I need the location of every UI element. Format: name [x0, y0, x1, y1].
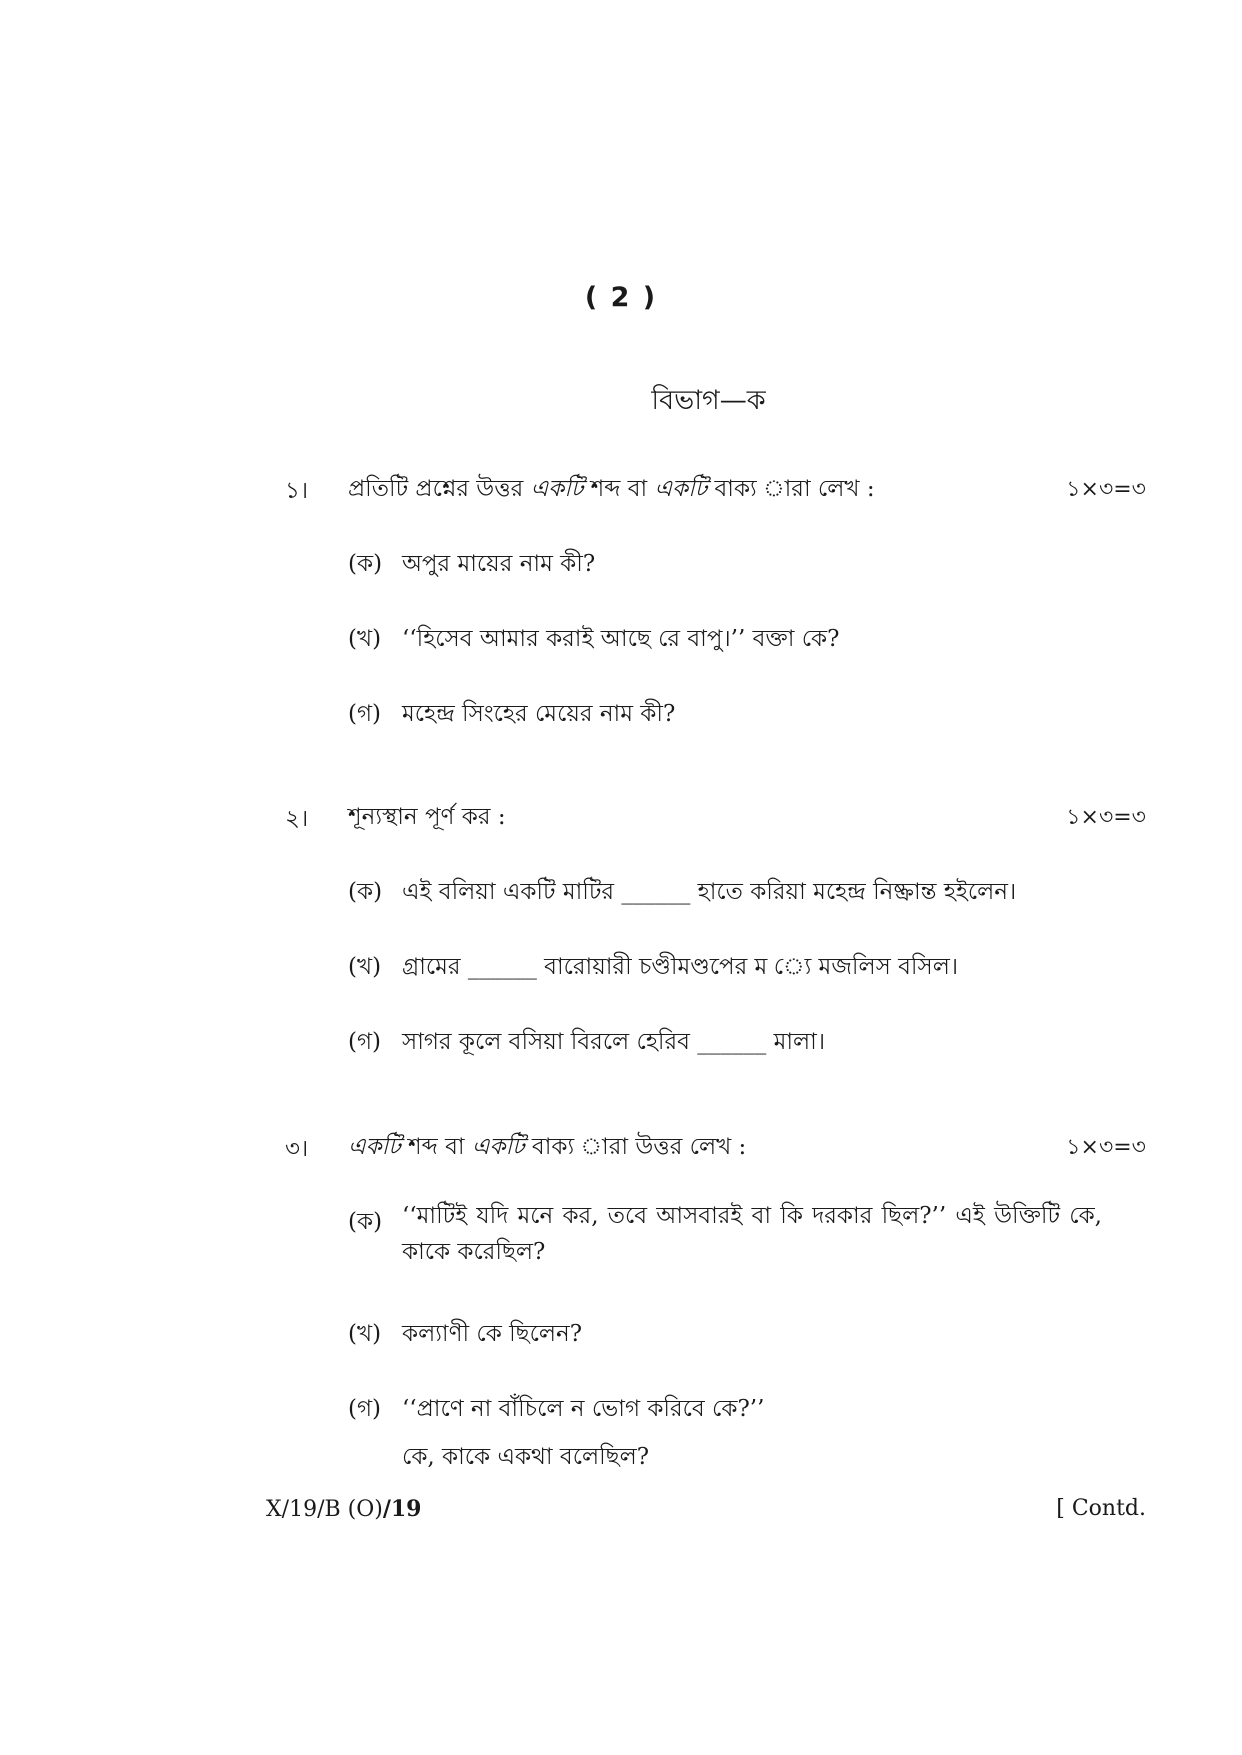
q1-item-kha-label: (খ) — [348, 626, 382, 652]
q2-item-ga-label: (গ) — [348, 1029, 382, 1055]
q3-item-ga-label: (গ) — [348, 1396, 382, 1422]
question-2-marks: ১×৩=৩ — [1066, 805, 1146, 830]
q1-item-ka-text: অপুর মায়ের নাম কী? — [402, 551, 596, 577]
question-1-number: ১। — [285, 478, 309, 504]
q1-item-ga-label: (গ) — [348, 701, 382, 727]
q1-item-ka-label: (ক) — [348, 551, 383, 577]
question-1-instruction: প্রতিটি প্রশ্নের উত্তর একটি শব্দ বা একটি বাক্য ারা লেখ : — [348, 476, 875, 502]
question-2-number: ২। — [285, 806, 309, 832]
question-2-instruction: শূন্যস্থান পূর্ণ কর : — [348, 804, 506, 830]
continued-note: [ Contd. — [1056, 1496, 1146, 1521]
q3-item-ga-text-line1: ‘‘প্রাণে না বাঁচিলে ন ভোগ করিবে কে?’’ — [402, 1396, 765, 1422]
q2-item-ga-text: সাগর কূলে বসিয়া বিরলে হেরিব ______ মালা। — [402, 1029, 826, 1055]
q3-item-ka-label: (ক) — [348, 1209, 383, 1235]
q2-item-ka-label: (ক) — [348, 879, 383, 905]
q1-item-kha-text: ‘‘হিসেব আমার করাই আছে রে বাপু।’’ বক্তা কে? — [402, 626, 840, 652]
q3-item-kha-label: (খ) — [348, 1321, 382, 1347]
q2-item-ka-text: এই বলিয়া একটি মাটির ______ হাতে করিয়া মহেন্দ্র নিষ্ক্রান্ত হইলেন। — [402, 879, 1017, 905]
q2-item-kha-label: (খ) — [348, 954, 382, 980]
q3-item-kha-text: কল্যাণী কে ছিলেন? — [402, 1321, 583, 1347]
question-3-marks: ১×৩=৩ — [1066, 1135, 1146, 1160]
q3-item-ga-text-line2: কে, কাকে একথা বলেছিল? — [402, 1444, 650, 1470]
page-number: ( 2 ) — [584, 282, 658, 313]
q3-item-ka-text: ‘‘মাটিই যদি মনে কর, তবে আসবারই বা কি দরকার ছিল?’’ এই উক্তিটি কে, কাকে করেছিল? — [402, 1203, 1102, 1265]
question-3-instruction: একটি শব্দ বা একটি বাক্য ারা উত্তর লেখ : — [348, 1134, 747, 1160]
section-title: বিভাগ—ক — [651, 385, 766, 416]
paper-code: X/19/B (O)/19 — [266, 1496, 422, 1522]
q1-item-ga-text: মহেন্দ্র সিংহের মেয়ের নাম কী? — [402, 701, 676, 727]
question-3-number: ৩। — [285, 1136, 309, 1162]
question-1-marks: ১×৩=৩ — [1066, 477, 1146, 502]
q2-item-kha-text: গ্রামের ______ বারোয়ারী চণ্ডীমণ্ডপের ম ্যে মজলিস বসিল। — [402, 954, 959, 980]
